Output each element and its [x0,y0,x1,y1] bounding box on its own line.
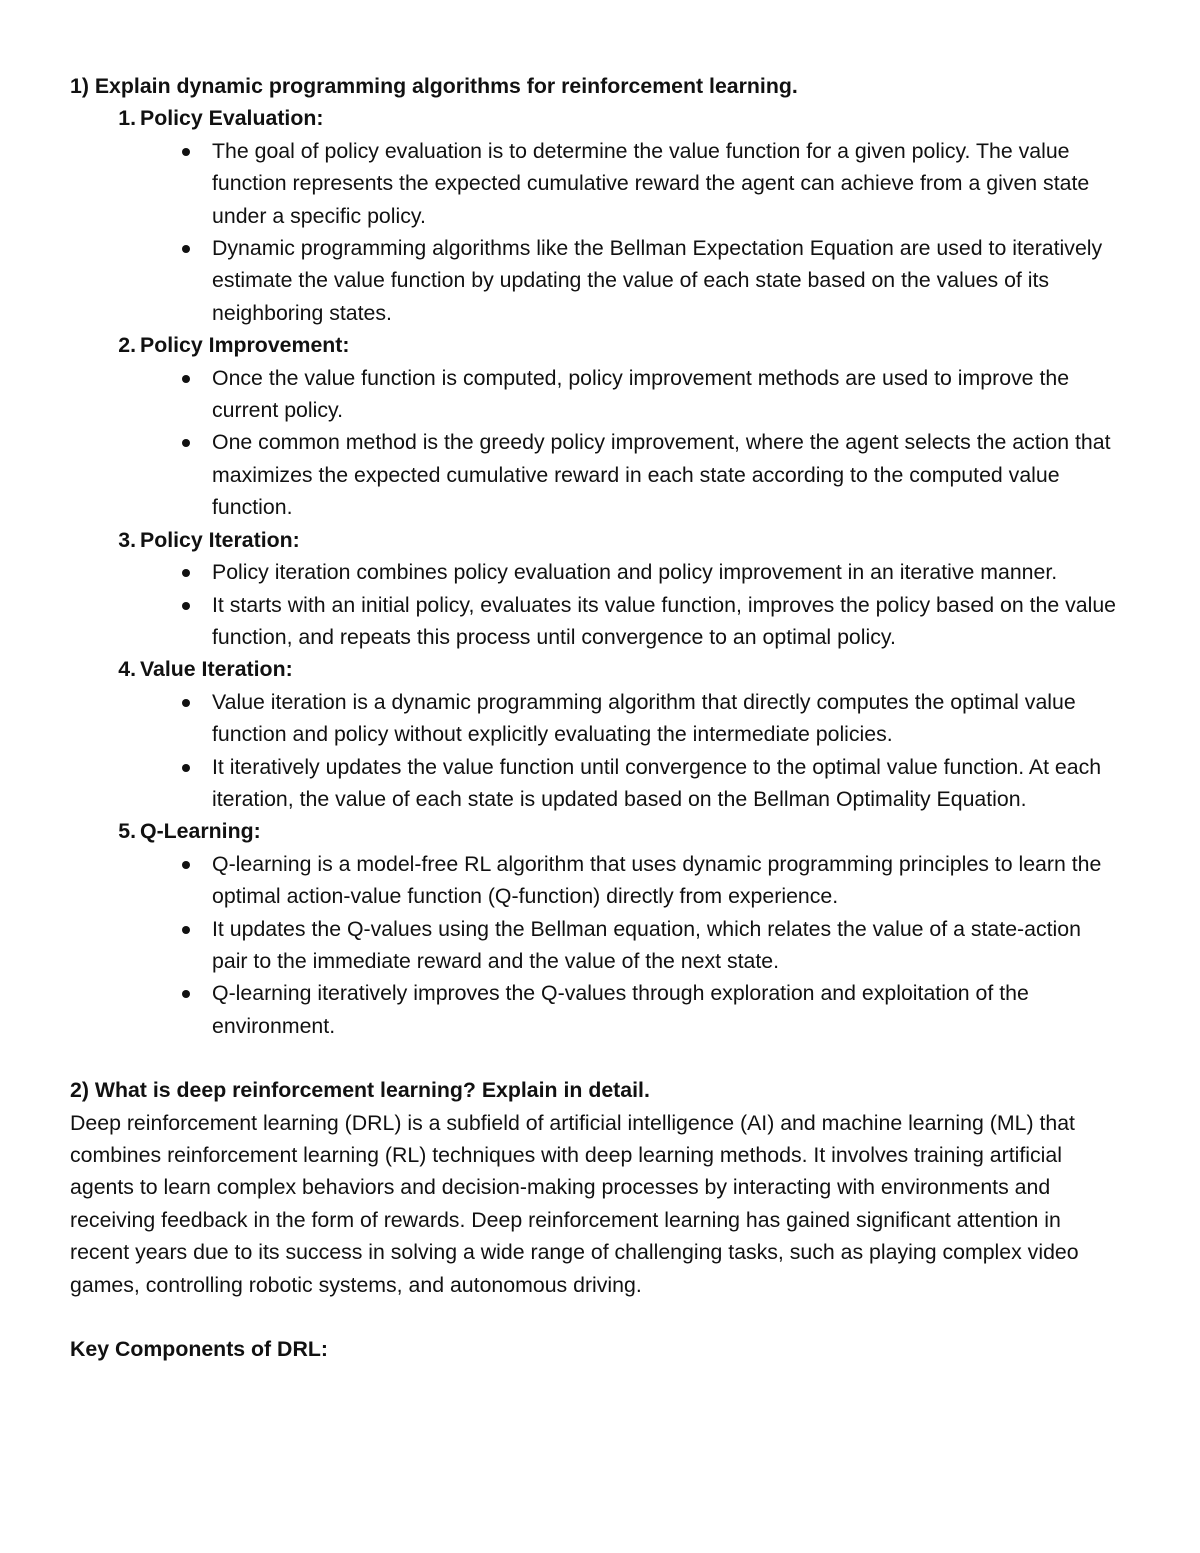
bullet-item [70,913,1120,978]
bullet-text: Dynamic programming algorithms like the Bellman Expectation Equation are used to iteratively estimate the value function by updating the value of each state based on the values of its neighboring states. [212,236,1103,325]
section-policy-evaluation [70,102,1120,329]
section-heading-row [70,815,1120,847]
section-policy-iteration [70,524,1120,654]
bullet-text: The goal of policy evaluation is to determine the value function for a given policy. The value function represents the expected cumulative reward the agent can achieve from a given state under a specific policy. [212,138,1090,228]
section-heading-row [70,653,1120,685]
bullet-dot-icon [70,913,212,978]
question-2-title: 2) What is deep reinforcement learning? Explain in detail. [70,1078,650,1103]
bullet-text: Policy iteration combines policy evaluation and policy improvement in an iterative manner. [212,560,1058,585]
bullet-list [70,848,1120,1042]
bullet-dot-icon [70,751,212,816]
bullet-item [70,589,1120,654]
bullet-list [70,556,1120,653]
bullet-list [70,686,1120,816]
bullet-text: Once the value function is computed, policy improvement methods are used to improve the current policy. [212,365,1070,423]
bullet-list [70,362,1120,524]
section-number: 2. [118,333,136,358]
bullet-item [70,426,1120,523]
question-1-title: 1) Explain dynamic programming algorithms for reinforcement learning. [70,74,798,98]
bullet-item [70,362,1120,427]
bullet-text: It starts with an initial policy, evaluates its value function, improves the policy based on the value function, and repeats this process until convergence to an optimal policy. [212,592,1117,649]
section-policy-improvement [70,329,1120,523]
section-value-iteration [70,653,1120,815]
bullet-dot-icon [70,556,212,588]
section-heading: Policy Evaluation: [140,106,324,131]
bullet-text: It updates the Q-values using the Bellman equation, which relates the value of a state-action pair to the immediate reward and the value of the next state. [212,916,1081,973]
section-heading: Q-Learning: [140,819,261,844]
bullet-dot-icon [70,135,212,232]
bullet-dot-icon [70,426,212,523]
bullet-dot-icon [70,848,212,913]
bullet-dot-icon [70,362,212,427]
bullet-item [70,848,1120,913]
bullet-item [70,686,1120,751]
section-number: 5. [118,819,136,844]
bullet-text: Value iteration is a dynamic programming algorithm that directly computes the optimal value function and policy without explicitly evaluating the intermediate policies. [212,689,1076,747]
drl-paragraph: Deep reinforcement learning (DRL) is a subfield of artificial intelligence (AI) and machine learning (ML) that combines reinforcement learning (RL) techniques with deep learning methods. It involves training artificial agents to learn complex behaviors and decision-making processes by interacting with environments and receiving feedback in the form of rewards. Deep reinforcement learning has gained significant attention in recent years due to its success in solving a wide range of challenging tasks, such as playing complex video games, controlling robotic systems, and autonomous driving. [70,1110,1079,1297]
bullet-list [70,135,1120,329]
section-heading: Value Iteration: [140,657,293,682]
section-heading-row [70,524,1120,556]
bullet-item [70,751,1120,816]
bullet-text: One common method is the greedy policy improvement, where the agent selects the action that maximizes the expected cumulative reward in each state according to the computed value function. [212,430,1111,520]
bullet-dot-icon [70,686,212,751]
dp-algorithms-list [70,102,1120,1042]
bullet-item [70,556,1120,588]
section-number: 1. [118,106,136,131]
section-heading-row [70,102,1120,134]
bullet-item [70,977,1120,1042]
key-components-heading: Key Components of DRL: [70,1337,328,1362]
section-number: 4. [118,657,136,682]
section-number: 3. [118,527,136,552]
bullet-item [70,232,1120,329]
bullet-dot-icon [70,232,212,329]
section-heading: Policy Iteration: [140,527,300,552]
bullet-dot-icon [70,589,212,654]
section-heading-row [70,329,1120,361]
bullet-text: Q-learning is a model-free RL algorithm that uses dynamic programming principles to learn the optimal action-value function (Q-function) directly from experience. [212,851,1102,909]
blank-line [70,1301,1120,1333]
bullet-text: Q-learning iteratively improves the Q-values through exploration and exploitation of the environment. [212,981,1029,1038]
section-q-learning [70,815,1120,1042]
bullet-text: It iteratively updates the value function until convergence to the optimal value function. At each iteration, the value of each state is updated based on the Bellman Optimality Equation. [212,754,1102,811]
bullet-item [70,135,1120,232]
section-heading: Policy Improvement: [140,333,350,358]
blank-line [70,1042,1120,1074]
bullet-dot-icon [70,977,212,1042]
